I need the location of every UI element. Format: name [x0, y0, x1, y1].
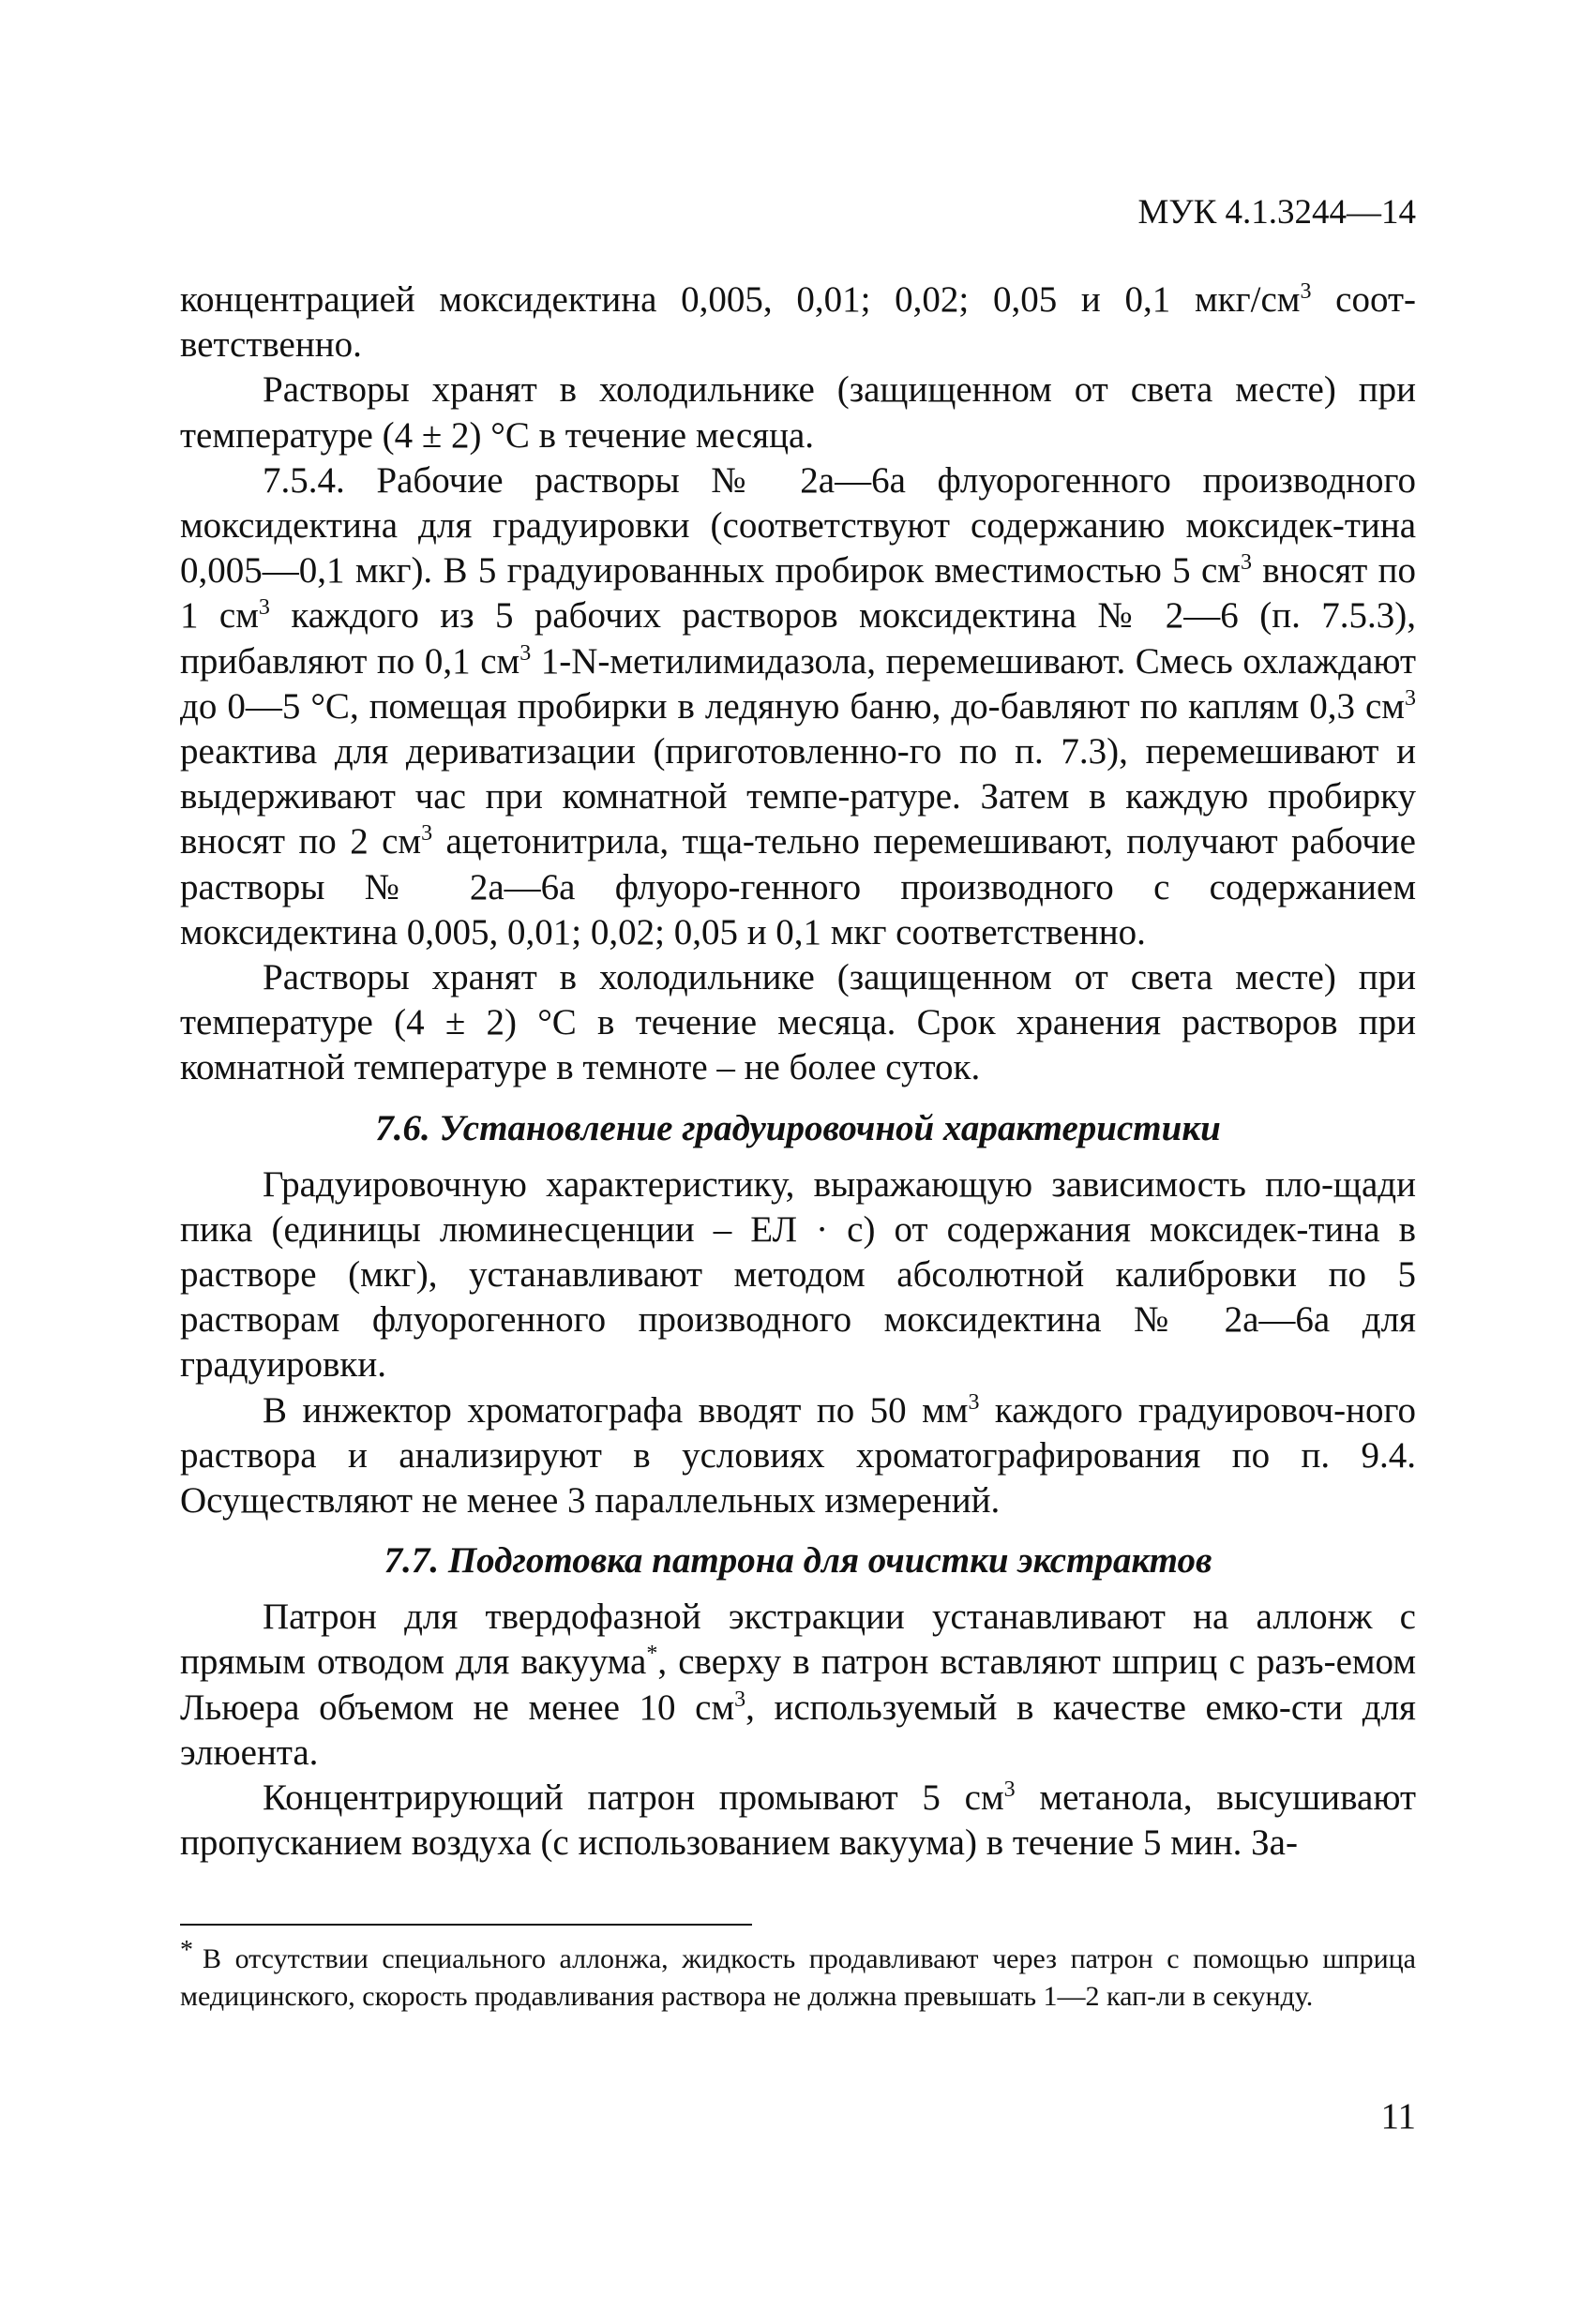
- text-run: В инжектор хроматографа вводят по 50 мм: [263, 1389, 969, 1431]
- text-run: 1-N-метилимидазола, перемешивают. Смесь охлаждают до 0—5 °С, помещая пробирки в ледяную баню, до-бавляют по каплям 0,3 см: [180, 640, 1416, 727]
- text-run: каждого из 5 рабочих растворов моксидектина № 2—6 (п. 7.5.3), прибавляют по 0,1 см: [180, 595, 1416, 682]
- paragraph-storage-1: Растворы хранят в холодильнике (защищенном от света месте) при температуре (4 ± 2) °С в течение месяца.: [180, 369, 1416, 456]
- text-run: , используемый в качестве емко-сти для элюента.: [180, 1687, 1416, 1773]
- text-run: каждого градуировоч-ного раствора и анализируют в условиях хроматографирования по п. 9.4. Осуществляют не менее 3 параллельных измерений.: [180, 1389, 1417, 1522]
- superscript: 3: [734, 1687, 746, 1712]
- text-run: вносят по 1 см: [180, 550, 1417, 637]
- footnote: [180, 1936, 1416, 2016]
- document-code-header: МУК 4.1.3244—14: [1137, 193, 1416, 232]
- superscript: 3: [258, 595, 270, 621]
- text-run: ацетонитрила, тща-тельно перемешивают, получают рабочие растворы № 2а—6а флуоро-генного производного с содержанием моксидектина 0,005, 0,01; 0,02; 0,05 и 0,1 мкг соответственно.: [180, 821, 1416, 952]
- superscript: 3: [519, 640, 532, 666]
- superscript: 3: [968, 1389, 980, 1415]
- footnote-divider: [180, 1924, 752, 1926]
- document-body: [180, 277, 1416, 1867]
- section-heading-7-7: 7.7. Подготовка патрона для очистки экстрактов: [384, 1540, 1212, 1582]
- paragraph-cartridge: [180, 1595, 1416, 1776]
- text-run: соот-ветственно.: [180, 279, 1417, 366]
- superscript: 3: [1405, 685, 1416, 711]
- superscript: 3: [1003, 1777, 1016, 1803]
- text-run: Патрон для твердофазной экстракции устанавливают на аллонж с прямым отводом для вакуума: [180, 1597, 1416, 1683]
- text-run: Концентрирующий патрон промывают 5 см: [263, 1777, 1004, 1819]
- section-heading-7-6: 7.6. Установление градуировочной характеристики: [375, 1107, 1221, 1148]
- footnote-reference: *: [646, 1642, 658, 1667]
- superscript: 3: [1300, 279, 1312, 304]
- superscript: 3: [1240, 550, 1252, 576]
- text-run: концентрацией моксидектина 0,005, 0,01; 0,02; 0,05 и 0,1 мкг/см: [180, 279, 1301, 320]
- paragraph-concentration: [180, 277, 1416, 367]
- paragraph-calibration: Градуировочную характеристику, выражающую зависимость пло-щади пика (единицы люминесценции – ЕЛ · с) от содержания моксидек-тина в растворе (мкг), устанавливают методом абсолютной калибровки по 5 растворам флуорогенного производного моксидектина № 2а—6а для градуировки.: [180, 1163, 1416, 1386]
- paragraph-storage-2: Растворы хранят в холодильнике (защищенном от света месте) при температуре (4 ± 2) °С в течение месяца. Срок хранения растворов при комнатной температуре в темноте – не более суток.: [180, 957, 1416, 1088]
- text-run: метанола, высушивают пропусканием воздуха (с использованием вакуума) в течение 5 мин. За-: [180, 1777, 1417, 1864]
- paragraph-7-5-4: [180, 458, 1416, 955]
- footnote-mark: *: [180, 1936, 193, 1965]
- paragraph-conditioning: [180, 1776, 1416, 1866]
- paragraph-injection: [180, 1388, 1416, 1524]
- text-run: 7.5.4. Рабочие растворы № 2а—6а флуорогенного производного моксидектина для градуировки (соответствуют содержанию моксидек-тина 0,005—0,1 мкг). В 5 градуированных пробирок вместимостью 5 см: [180, 459, 1416, 592]
- page-number: 11: [1380, 2096, 1416, 2137]
- superscript: 3: [421, 821, 433, 847]
- footnote-text: В отсутствии специального аллонжа, жидкость продавливают через патрон с помощью шприца медицинского, скорость продавливания раствора не должна превышать 1—2 кап-ли в секунду.: [180, 1943, 1416, 2012]
- text-run: реактива для дериватизации (приготовленно-го по п. 7.3), перемешивают и выдерживают час при комнатной темпе-ратуре. Затем в каждую пробирку вносят по 2 см: [180, 731, 1416, 862]
- text-run: , сверху в патрон вставляют шприц с разъ-емом Льюера объемом не менее 10 см: [180, 1642, 1416, 1728]
